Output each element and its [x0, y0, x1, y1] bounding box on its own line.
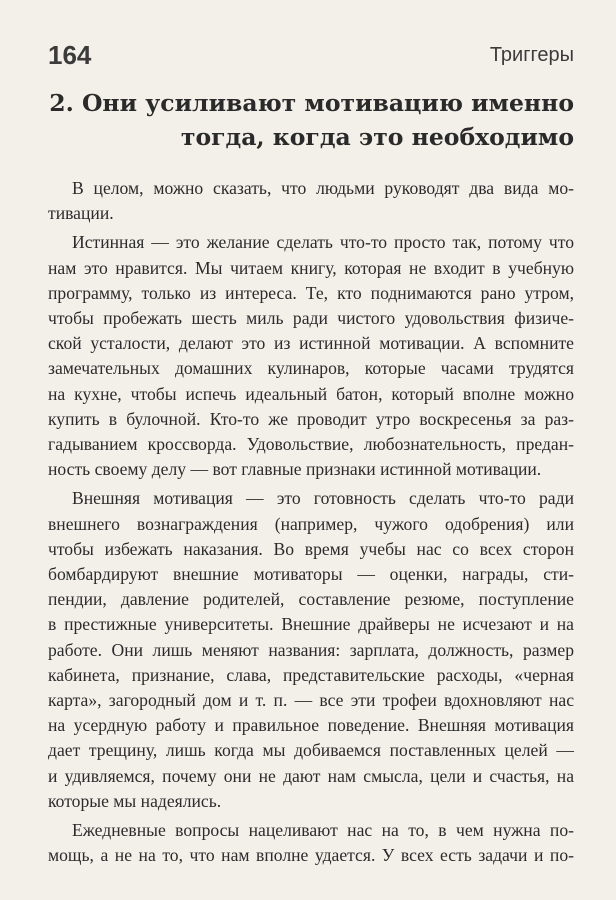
text-line: бомбардируют внешние мотиваторы — оценки, награды, сти-: [48, 564, 574, 585]
text-line: тивации.: [48, 203, 114, 224]
paragraph: [48, 818, 574, 868]
body-text: [48, 176, 574, 868]
text-line: гадыванием кроссворда. Удовольствие, любознательность, предан-: [48, 434, 574, 455]
section-heading: [48, 86, 574, 154]
text-line: замечательных домашних кулинаров, которые часами трудятся: [48, 358, 574, 379]
text-line: на усердную работу и правильное поведение. Внешняя мотивация: [48, 715, 574, 736]
text-line: кабинета, признание, слава, представительские расходы, «черная: [48, 664, 574, 685]
text-line: в престижные университеты. Внешние драйверы не исчезают и на: [48, 614, 574, 635]
text-line: работе. Они лишь меняют названия: зарплата, должность, размер: [48, 639, 574, 660]
running-head: [48, 0, 574, 76]
paragraph: [48, 176, 574, 226]
text-line: Истинная — это желание сделать что-то просто так, потому что: [72, 232, 574, 253]
paragraph: [48, 230, 574, 482]
text-line: пендии, давление родителей, составление резюме, поступление: [48, 589, 574, 610]
text-line: купить в булочной. Кто-то же проводит утро воскресенья за раз-: [48, 408, 574, 429]
text-line: дает трещину, лишь когда мы добиваемся поставленных целей —: [48, 740, 574, 761]
text-line: мощь, а не на то, что нам вполне удается. У всех есть задачи и по-: [48, 845, 574, 866]
text-line: на кухне, чтобы испечь идеальный батон, который вполне можно: [48, 383, 574, 404]
text-line: внешнего вознаграждения (например, чужого одобрения) или: [48, 513, 574, 534]
text-line: ность своему делу — вот главные признаки истинной мотивации.: [48, 459, 542, 480]
text-line: карта», загородный дом и т. п. — все эти трофеи вдохновляют нас: [48, 690, 574, 711]
text-line: Внешняя мотивация — это готовность сделать что-то ради: [72, 488, 574, 509]
section-heading-line-2: тогда, когда это необходимо: [180, 123, 574, 151]
section-heading-line-1: 2. Они усиливают мотивацию именно: [49, 89, 574, 117]
text-line: В целом, можно сказать, что людьми руководят два вида мо-: [72, 178, 574, 198]
page-number: 164: [48, 40, 92, 70]
text-line: которые мы надеялись.: [48, 790, 222, 811]
text-line: чтобы пробежать шесть миль ради чистого удовольствия физиче-: [48, 308, 574, 329]
text-line: Ежедневные вопросы нацеливают нас на то, в чем нужна по-: [72, 820, 574, 841]
running-section-title: Триггеры: [489, 44, 574, 66]
text-line: программу, только из интереса. Те, кто поднимаются рано утром,: [48, 282, 574, 303]
text-line: ской усталости, делают это из истинной мотивации. А вспомните: [48, 333, 574, 354]
text-line: чтобы избежать наказания. Во время учебы нас со всех сторон: [48, 538, 574, 559]
text-line: нам это нравится. Мы читаем книгу, которая не входит в учебную: [48, 257, 574, 278]
paragraph: [48, 486, 574, 814]
text-line: и удивляемся, почему они не дают нам смысла, цели и счастья, на: [48, 765, 574, 786]
